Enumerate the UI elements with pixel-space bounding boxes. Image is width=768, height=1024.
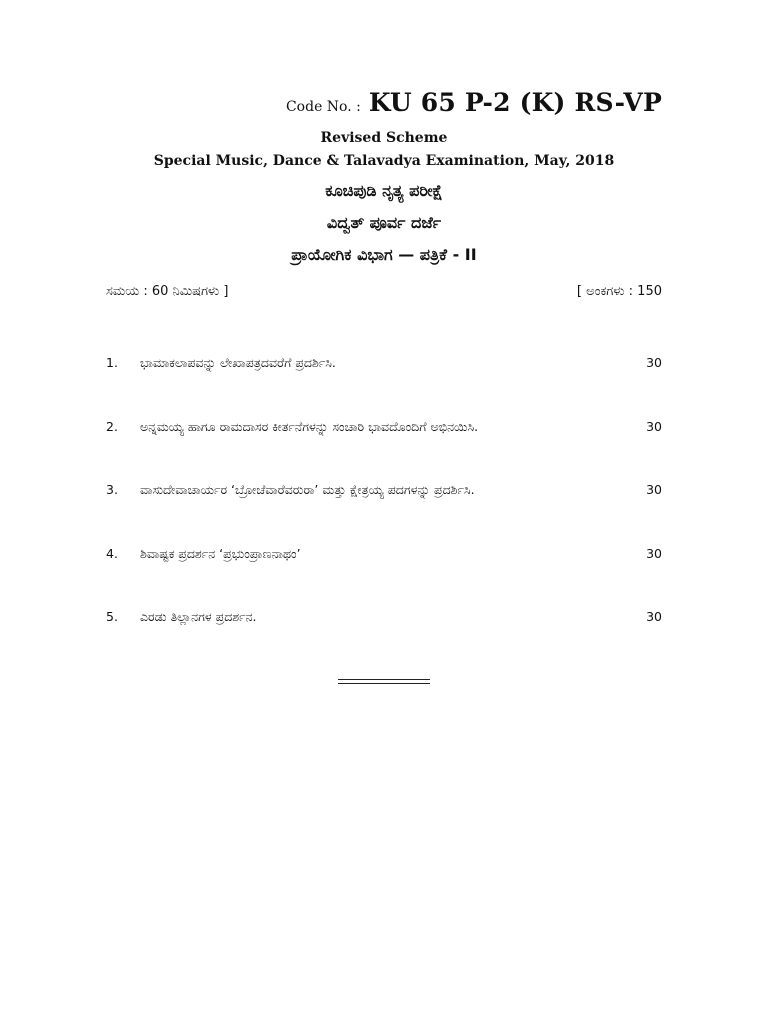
question-marks: 30 (646, 545, 662, 561)
end-of-paper-rule (338, 679, 430, 684)
exam-title: Special Music, Dance & Talavadya Examination, May, 2018 (153, 153, 615, 169)
question-text: ಶಿವಾಷ್ಟಕ ಪ್ರದರ್ಶನ ‘ಪ್ರಭುಂಪ್ರಾಣನಾಥಂ’ (140, 545, 301, 561)
code-number-label: Code No. : (285, 99, 361, 115)
level-title: ವಿದ್ವತ್ ಪೂರ್ವ ದರ್ಜೆ (326, 213, 442, 232)
question-marks: 30 (646, 355, 662, 370)
code-number-value: KU 65 P-2 (K) RS-VP (368, 88, 662, 117)
question-text: ವಾಸುದೇವಾಚಾರ್ಯರ ‘ಬ್ರೋಚೆವಾರೆವರುರಾ’ ಮತ್ತು ಕ್ಷೇತ್ರಯ್ಯ ಪದಗಳನ್ನು ಪ್ರದರ್ಶಿಸಿ. (140, 482, 475, 497)
time-allowed: ಸಮಯ : 60 ನಿಮಿಷಗಳು ] (106, 284, 229, 299)
question-item (106, 482, 662, 502)
question-text: ಅನ್ನಮಯ್ಯ ಹಾಗೂ ರಾಮದಾಸರ ಕೀರ್ತನೆಗಳನ್ನು ಸಂಚಾರಿ ಭಾವದೊಂದಿಗೆ ಅಭಿನಯಿಸಿ. (140, 418, 479, 434)
question-item (106, 419, 662, 439)
max-marks: [ ಅಂಕಗಳು : 150 (576, 284, 662, 299)
question-item (106, 355, 662, 375)
question-number: 3. (106, 482, 118, 497)
subject-title: ಕೂಚಿಪುಡಿ ನೃತ್ಯ ಪರೀಕ್ಷೆ (325, 181, 443, 200)
question-list (106, 355, 662, 673)
scheme-title: Revised Scheme (320, 130, 448, 146)
question-item (106, 609, 662, 629)
question-number: 2. (106, 418, 118, 434)
paper-title: ಪ್ರಾಯೋಗಿಕ ವಿಭಾಗ — ಪತ್ರಿಕೆ - II (291, 245, 477, 264)
question-marks: 30 (646, 418, 662, 434)
question-number: 4. (106, 545, 118, 561)
question-text: ಭಾಮಾಕಲಾಪವನ್ನು ಲೇಖಾಪತ್ರದವರೆಗೆ ಪ್ರದರ್ಶಿಸಿ. (140, 355, 336, 370)
question-item (106, 546, 662, 566)
question-text: ಎರಡು ತಿಲ್ಲಾನಗಳ ಪ್ರದರ್ಶನ. (140, 609, 257, 624)
code-number-line (286, 88, 662, 117)
question-number: 1. (106, 355, 118, 370)
question-marks: 30 (646, 482, 662, 497)
question-marks: 30 (646, 609, 662, 624)
question-number: 5. (106, 609, 118, 624)
